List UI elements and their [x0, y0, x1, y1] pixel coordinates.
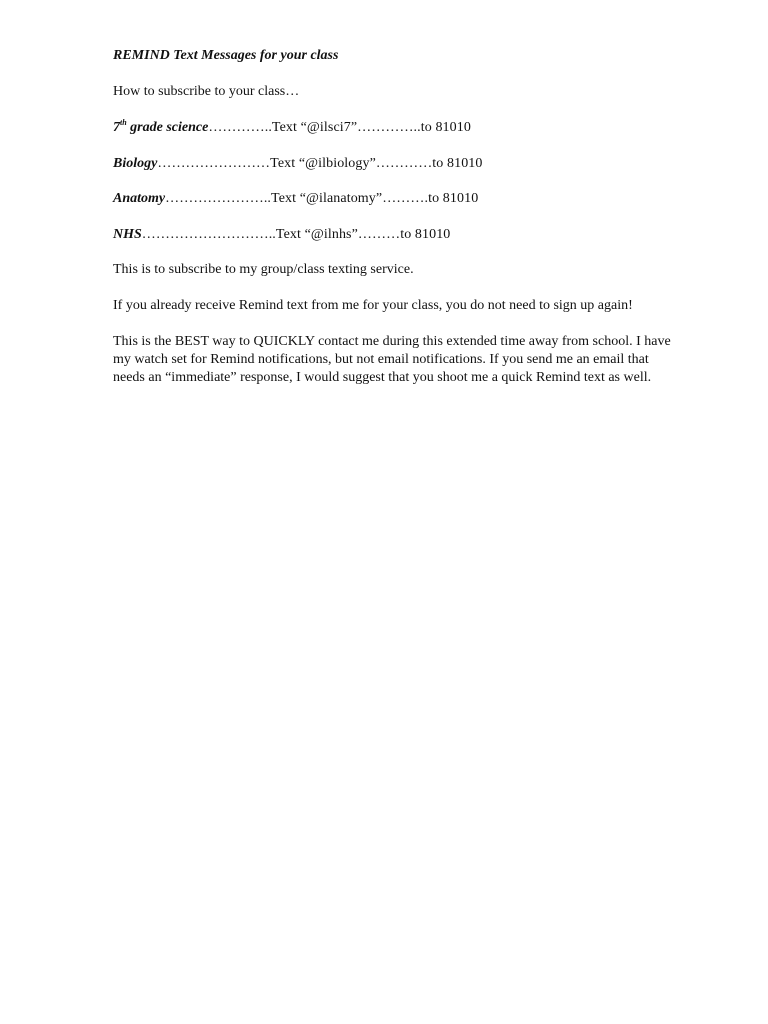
class-subscribe-detail: …………………..Text “@ilanatomy”……….to 81010 — [165, 191, 479, 206]
subscribe-note: This is to subscribe to my group/class texting service. — [113, 262, 414, 277]
class-subscribe-detail: ……………………Text “@ilbiology”…………to 81010 — [157, 155, 483, 171]
document-body — [113, 47, 673, 405]
class-line-biology — [113, 155, 673, 173]
class-name — [113, 120, 208, 135]
class-name — [113, 227, 142, 242]
class-line-science — [113, 119, 673, 137]
class-name-main: Biology — [113, 155, 158, 171]
contact-note: This is the BEST way to QUICKLY contact me during this extended time away from school. I have my watch set for Remind notifications, but not email notifications. If you send me an email that needs an “immediate” response, I would suggest that you shoot me a quick Remind text as well. — [113, 334, 671, 385]
intro-text: How to subscribe to your class… — [113, 84, 300, 99]
class-name-main: grade science — [126, 120, 209, 135]
class-name-main: Anatomy — [113, 191, 166, 206]
already-subscribed-note: If you already receive Remind text from me for your class, you do not need to sign up again! — [113, 298, 633, 313]
class-line-anatomy — [113, 190, 673, 208]
class-name-superscript: th — [120, 118, 127, 127]
class-subscribe-detail: ………………………..Text “@ilnhs”………to 81010 — [141, 226, 451, 242]
class-subscribe-detail: …………..Text “@ilsci7”…………..to 81010 — [208, 120, 471, 135]
document-title: REMIND Text Messages for your class — [113, 48, 339, 63]
class-line-nhs — [113, 226, 673, 244]
class-name — [113, 156, 157, 171]
class-name-main: NHS — [113, 226, 142, 242]
class-name — [113, 191, 165, 206]
class-name-prefix: 7 — [113, 120, 120, 135]
